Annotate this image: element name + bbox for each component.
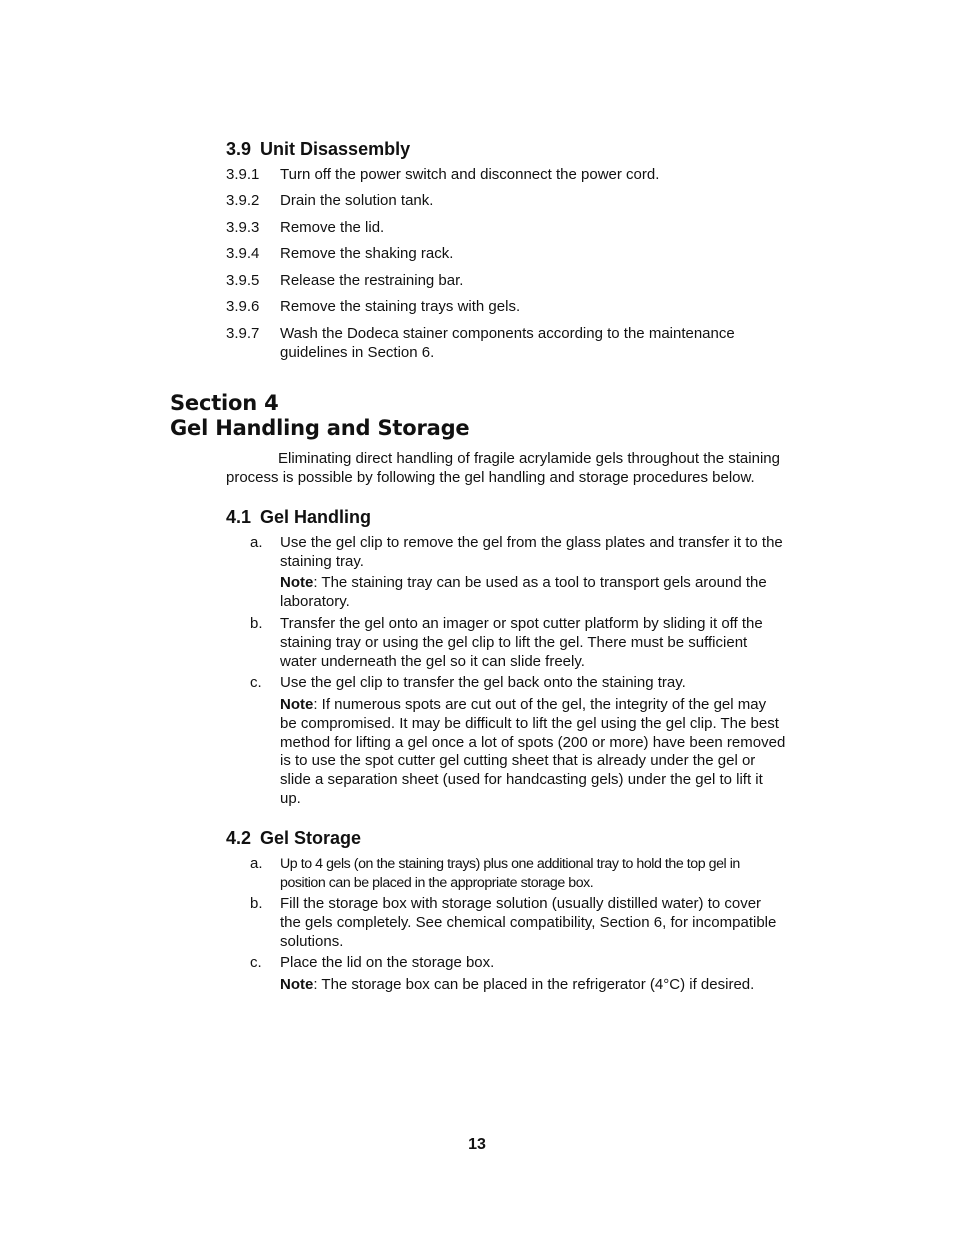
gel-handling-note-1: Note: The staining tray can be used as a tool to transport gels around the laboratory. (280, 574, 767, 610)
section-4-title: Gel Handling and Storage (170, 416, 470, 440)
section-4-1-heading: 4.1 Gel Handling (226, 507, 372, 527)
section-4-intro: Eliminating direct handling of fragile acrylamide gels throughout the staining process is possible by following the gel handling and storage procedures below. (226, 450, 780, 486)
section-4-number: Section 4 (170, 391, 279, 415)
gel-storage-note: Note: The storage box can be placed in the refrigerator (4°C) if desired. (280, 976, 755, 993)
gel-handling-note-2: Note: If numerous spots are cut out of the gel, the integrity of the gel may be compromised. It may be difficult to lift the gel using the gel clip. The best method for lifting a gel once a lot of spots (200 or more) have been removed is to use the spot cutter gel cutting sheet that is already under the gel or slide a separation sheet (used for handcasting gels) under the gel to lift it up. (280, 696, 786, 807)
section-3-9-heading: 3.9 Unit Disassembly (226, 139, 411, 159)
section-4-2-heading: 4.2 Gel Storage (226, 828, 362, 848)
document-page: 3.9 Unit Disassembly 3.9.1 Turn off the power switch and disconnect the power cord. 3.9.2 Drain the solution tank. 3.9.3 Remove the lid. 3.9.4 Remove the shaking rack. 3.9.5 Release the restraining bar. 3.9.6 Remove the staining trays with gels. 3.9.7 Wash the Dodeca stainer components according to the maintenance guidelines in Section 6. Section 4 Gel Handling and Storage Eliminating direct handling of fragile acrylamide gels throughout the staining process is possible by following the gel handling and storage procedures below. 4.1 Gel Handling a. Use the gel clip to remove the gel from the glass plates and transfer it to the staining tray. Note: The staining tray can be used as a tool to transport gels around the laboratory. b. Transfer the gel onto an imager or spot cutter platform by sliding it off the staining tray or using the gel clip to lift the gel. There must be sufficient water underneath the gel so it can slide freely. c. Use the gel clip to transfer the gel back onto the staining tray. Note: If numerous spots are cut out of the gel, the integrity of the gel may be compromised. It may be difficult to lift the gel using the gel clip. The best method for lifting a gel once a lot of spots (200 or more) have been removed is to use the spot cutter gel cutting sheet that is already under the gel or slide a separation sheet (used for handcasting gels) under the gel to lift it up. 4.2 Gel Storage a. Up to 4 gels (on the staining trays) plus one additional tray to hold the top gel in position can be placed in the appropriate storage box. b. Fill the storage box with storage solution (usually distilled water) to cover the gels completely. See chemical compatibility, Section 6, for incompatible solutions. c. Place the lid on the storage box. Note: The storage box can be placed in the refrigerator (4°C) if desired. 13 (0, 0, 954, 1235)
page-number: 13 (468, 1136, 486, 1153)
